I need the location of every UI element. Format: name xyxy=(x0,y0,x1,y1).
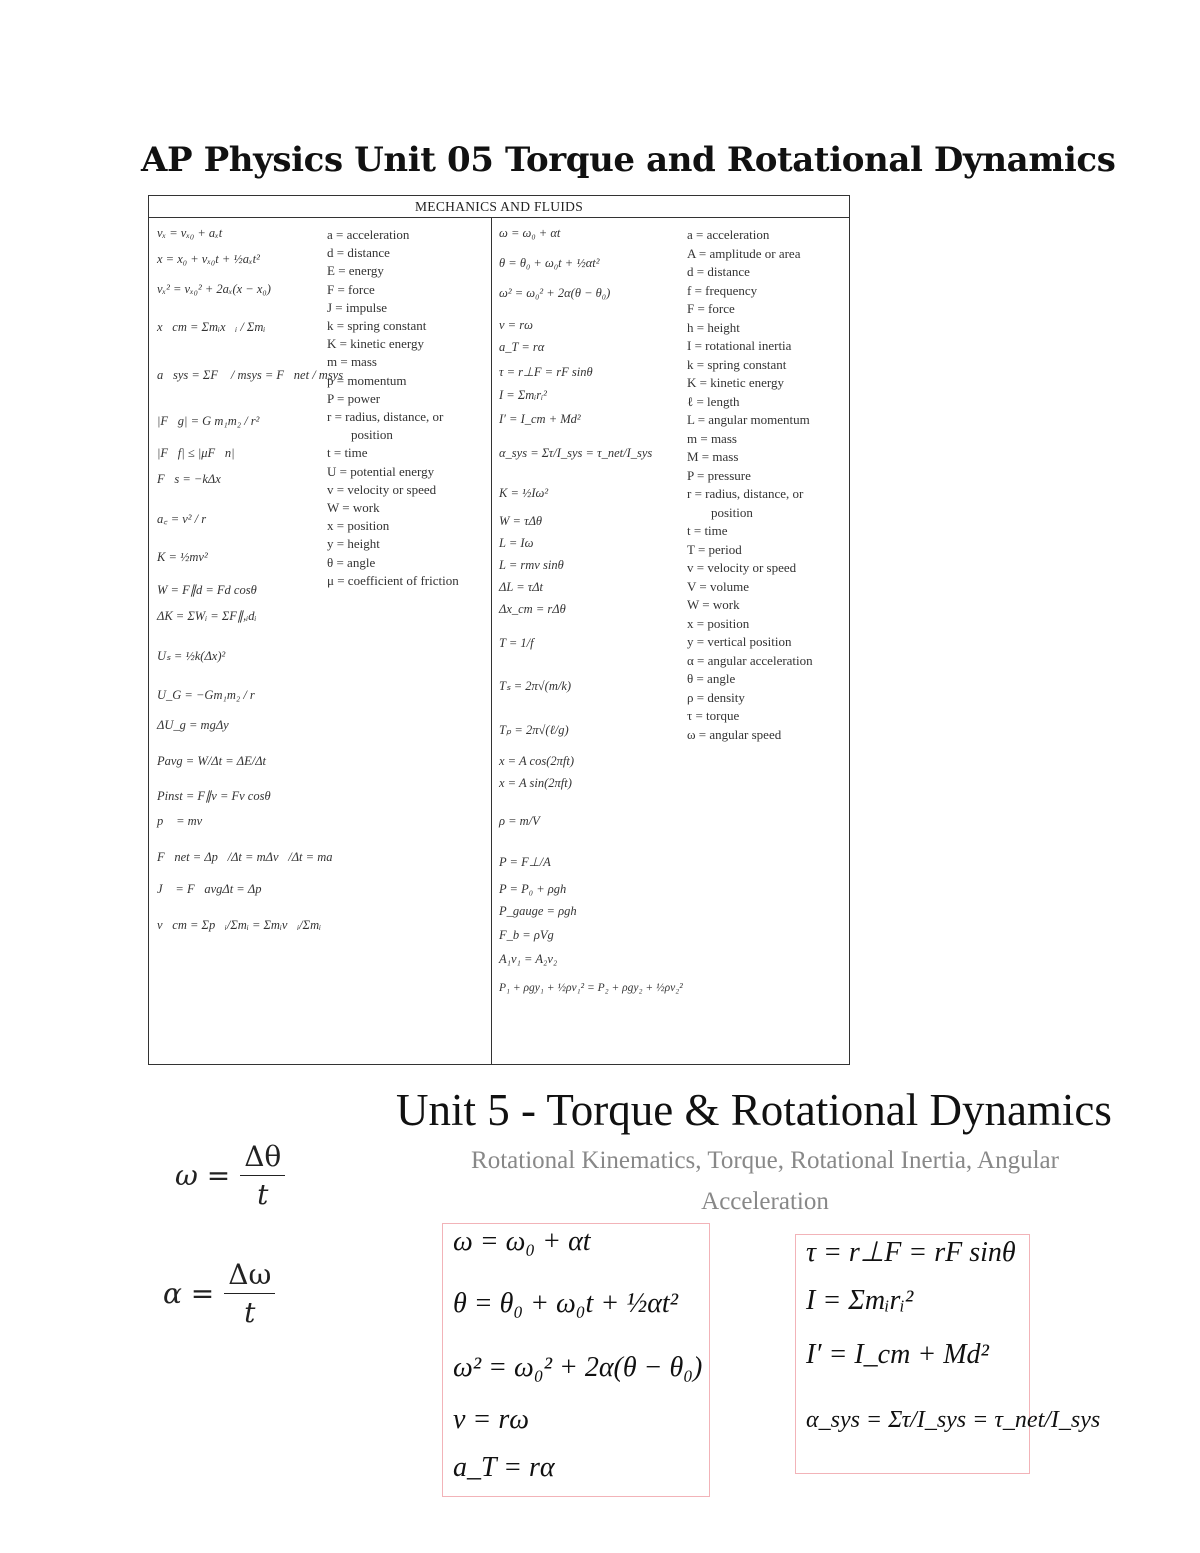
variable-definition: ℓ = length xyxy=(687,393,740,409)
variable-definition: ω = angular speed xyxy=(687,726,782,742)
variable-definition: W = work xyxy=(687,597,740,612)
equation: ΔK = ΣWᵢ = ΣF∥,ᵢdᵢ xyxy=(157,609,257,623)
variable-definition: A = amplitude or area xyxy=(687,245,801,261)
variable-definition: d = distance xyxy=(687,264,750,279)
torque-inertia-box xyxy=(795,1234,1101,1474)
variables-column-1 xyxy=(327,226,489,590)
equation: L = rmv sinθ xyxy=(499,558,564,572)
equation: J⃗ = F⃗avgΔt = Δp⃗ xyxy=(157,882,272,896)
equation: K = ½Iω² xyxy=(499,486,549,500)
variable-definition: v = velocity or speed xyxy=(687,560,797,575)
variable-definition: I = rotational inertia xyxy=(687,338,792,353)
equation: P₁ + ρgy₁ + ½ρv₁² = P₂ + ρgy₂ + ½ρv₂² xyxy=(499,982,683,994)
equation: a_T = rα xyxy=(499,340,545,354)
equation: I′ = I_cm + Md² xyxy=(806,1339,989,1370)
equation: τ = r⊥F = rF sinθ xyxy=(499,365,593,379)
equation: F⃗s = −kΔx⃗ xyxy=(157,472,231,486)
equation: F_b = ρVg xyxy=(499,928,554,942)
variable-definition: h = height xyxy=(687,319,740,335)
variable-definition: M = mass xyxy=(687,449,739,464)
definition-lhs: α = xyxy=(163,1277,215,1310)
equation: Pavg = W/Δt = ΔE/Δt xyxy=(157,754,267,768)
equation: I = Σmᵢrᵢ² xyxy=(806,1285,914,1316)
equation: P = F⊥/A xyxy=(499,855,551,869)
equation: τ = r⊥F = rF sinθ xyxy=(806,1237,1016,1268)
rotational-kinematics-box xyxy=(442,1223,710,1497)
variable-definition: θ = angle xyxy=(327,554,376,570)
equation: W = τΔθ xyxy=(499,514,543,528)
equation: F⃗net = Δp⃗/Δt = mΔv⃗/Δt = ma⃗ xyxy=(157,850,343,864)
variable-definition: μ = coefficient of friction xyxy=(327,572,459,588)
equation: ρ = m/V xyxy=(499,814,540,828)
variable-definition: L = angular momentum xyxy=(687,412,810,427)
variable-definition: K = kinetic energy xyxy=(687,375,784,390)
variable-definition: p = momentum xyxy=(327,372,407,388)
equation: θ = θ₀ + ω₀t + ½αt² xyxy=(453,1288,679,1319)
denominator: t xyxy=(244,1296,256,1329)
equation: Tₚ = 2π√(ℓ/g) xyxy=(499,723,569,737)
variable-definition: a = acceleration xyxy=(687,227,770,242)
variable-definition: τ = torque xyxy=(687,708,740,723)
equation: P_gauge = ρgh xyxy=(499,904,577,918)
equation: Pinst = F∥v = Fv cosθ xyxy=(157,789,271,803)
variable-definition: P = power xyxy=(327,390,381,406)
numerator: Δω xyxy=(224,1258,275,1294)
fraction xyxy=(224,1258,275,1329)
equation: α_sys = Στ/I_sys = τ_net/I_sys xyxy=(806,1407,1101,1433)
variable-definition: x = position xyxy=(327,518,390,534)
denominator: t xyxy=(257,1178,269,1211)
variable-definition: F = force xyxy=(327,281,375,297)
variables-column-2 xyxy=(687,226,847,744)
equation: A₁v₁ = A₂v₂ xyxy=(499,952,558,966)
equation: I = Σmᵢrᵢ² xyxy=(499,388,547,402)
equation: θ = θ₀ + ω₀t + ½αt² xyxy=(499,256,600,270)
equations-column-2 xyxy=(499,226,683,1004)
equation: v = rω xyxy=(499,318,533,332)
fraction xyxy=(240,1140,285,1211)
variable-definition: J = impulse xyxy=(327,299,388,315)
variable-definition: k = spring constant xyxy=(687,356,787,372)
equation: Tₛ = 2π√(m/k) xyxy=(499,679,572,693)
variable-definition: r = radius, distance, or xyxy=(687,486,804,501)
equation: vₓ² = vₓ₀² + 2aₓ(x − x₀) xyxy=(157,282,271,296)
variable-definition: position xyxy=(711,504,753,520)
equation: x⃗cm = Σmᵢx⃗ᵢ / Σmᵢ xyxy=(157,320,266,334)
equation: v⃗cm = Σp⃗ᵢ/Σmᵢ = Σmᵢv⃗ᵢ/Σmᵢ xyxy=(157,918,322,932)
equation: ΔU_g = mgΔy xyxy=(157,718,229,732)
variable-definition: d = distance xyxy=(327,245,390,261)
variable-definition: K = kinetic energy xyxy=(327,336,424,352)
variable-definition: r = radius, distance, or xyxy=(327,409,444,425)
formula-sheet-header: MECHANICS AND FLUIDS xyxy=(149,196,849,218)
numerator: Δθ xyxy=(240,1140,285,1176)
equation: Uₛ = ½k(Δx)² xyxy=(157,649,226,663)
formula-sheet xyxy=(148,195,850,1065)
equation: ω² = ω₀² + 2α(θ − θ₀) xyxy=(453,1352,703,1383)
angular-velocity-definition xyxy=(175,1140,285,1211)
equation: α_sys = Στ/I_sys = τ_net/I_sys xyxy=(499,446,653,460)
equation: ΔL = τΔt xyxy=(499,580,544,594)
equation: x = A sin(2πft) xyxy=(499,776,572,790)
variable-definition: T = period xyxy=(687,541,742,557)
variable-definition: ρ = density xyxy=(687,689,745,705)
variable-definition: E = energy xyxy=(327,263,384,279)
variable-definition: x = position xyxy=(687,615,750,631)
equation: K = ½mv² xyxy=(157,550,208,564)
equation: U_G = −Gm₁m₂ / r xyxy=(157,688,255,702)
equation: vₓ = vₓ₀ + aₓt xyxy=(157,226,223,240)
equation: T = 1/f xyxy=(499,636,534,650)
equations-column-1 xyxy=(157,226,344,944)
definition-lhs: ω = xyxy=(175,1159,231,1192)
equation: a꜀ = v² / r xyxy=(157,512,207,526)
equation: p⃗ = mv⃗ xyxy=(157,814,212,828)
equation: |F⃗g| = G m₁m₂ / r² xyxy=(157,414,260,428)
variable-definition: P = pressure xyxy=(687,467,751,483)
equation: P = P₀ + ρgh xyxy=(499,882,567,896)
equation: ω² = ω₀² + 2α(θ − θ₀) xyxy=(499,286,611,300)
variable-definition: y = vertical position xyxy=(687,634,792,649)
variable-definition: k = spring constant xyxy=(327,318,427,334)
equation: x = A cos(2πft) xyxy=(499,754,574,768)
equation: L = Iω xyxy=(499,536,534,550)
variable-definition: t = time xyxy=(687,523,728,538)
variable-definition: position xyxy=(351,427,393,443)
variable-definition: a = acceleration xyxy=(327,227,410,242)
equation: a⃗sys = ΣF⃗ / msys = F⃗net / msys xyxy=(157,368,344,382)
angular-acceleration-definition xyxy=(163,1258,275,1329)
page-title: AP Physics Unit 05 Torque and Rotational Dynamics xyxy=(141,140,1116,180)
equation: a_T = rα xyxy=(453,1452,555,1483)
variable-definition: V = volume xyxy=(687,578,749,594)
variable-definition: m = mass xyxy=(687,430,737,446)
variable-definition: θ = angle xyxy=(687,671,736,686)
variable-definition: f = frequency xyxy=(687,282,758,298)
equation: |F⃗f| ≤ |μF⃗n| xyxy=(157,446,235,460)
variable-definition: α = angular acceleration xyxy=(687,652,813,668)
equation: ω = ω₀ + αt xyxy=(499,226,561,240)
variable-definition: W = work xyxy=(327,500,380,516)
variable-definition: v = velocity or speed xyxy=(327,481,437,497)
equation: W = F∥d = Fd cosθ xyxy=(157,583,257,597)
variable-definition: y = height xyxy=(327,536,380,552)
variable-definition: t = time xyxy=(327,445,368,461)
variable-definition: U = potential energy xyxy=(327,463,435,479)
unit-title: Unit 5 - Torque & Rotational Dynamics xyxy=(396,1085,1112,1135)
equation: I′ = I_cm + Md² xyxy=(499,412,581,426)
equation: x = x₀ + vₓ₀t + ½aₓt² xyxy=(157,252,260,266)
equation: ω = ω₀ + αt xyxy=(453,1226,591,1257)
unit-subtitle: Rotational Kinematics, Torque, Rotational Inertia, Angular Acceleration xyxy=(471,1147,1059,1215)
equation: Δx_cm = rΔθ xyxy=(499,602,566,616)
equation: v = rω xyxy=(453,1404,529,1435)
variable-definition: m = mass xyxy=(327,354,377,370)
column-divider xyxy=(491,218,492,1064)
variable-definition: F = force xyxy=(687,301,735,316)
